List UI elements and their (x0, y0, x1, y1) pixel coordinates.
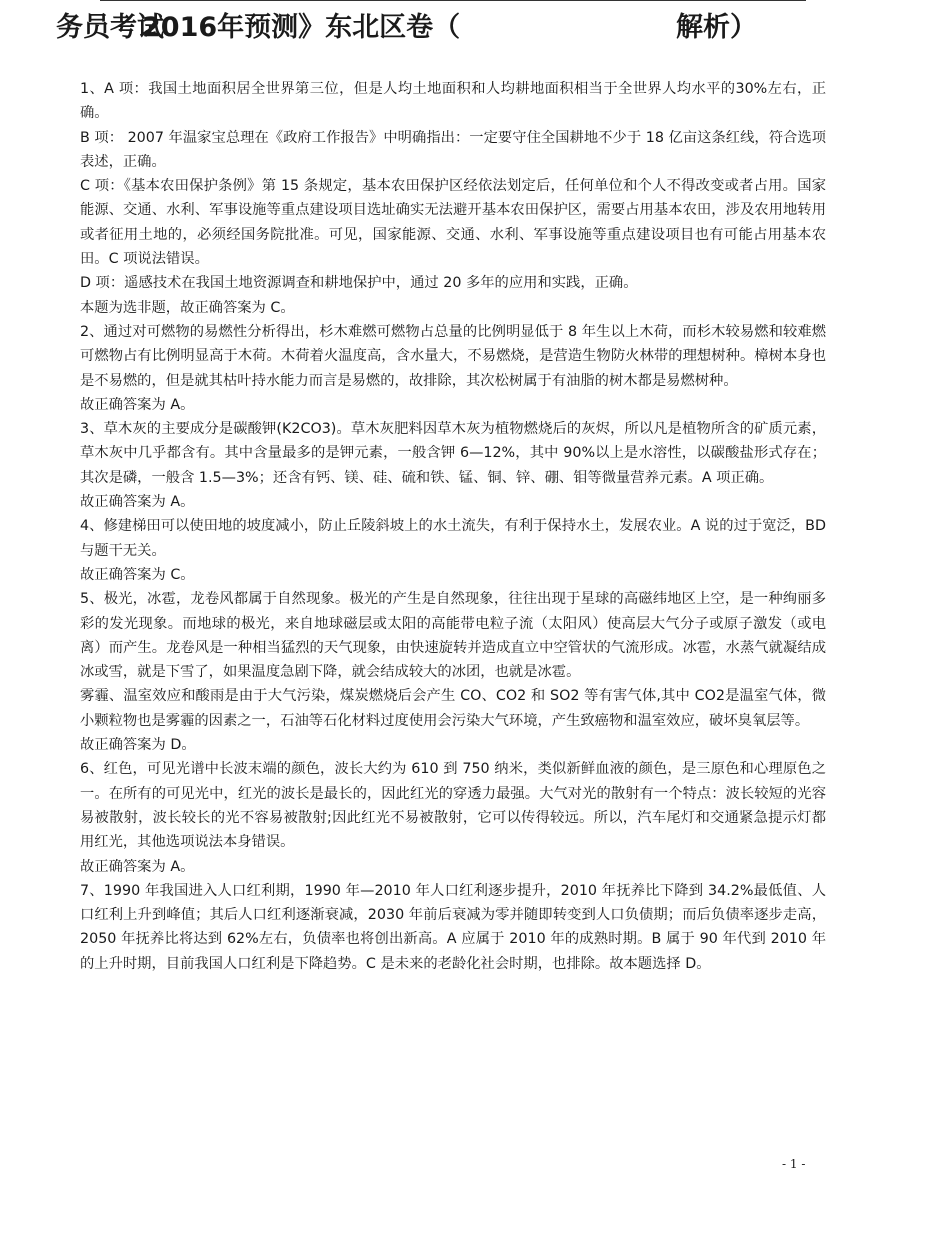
paragraph: 故正确答案为 D。 (80, 737, 196, 754)
paragraph: 2、通过对可燃物的易燃性分析得出，杉木难燃可燃物占总量的比例明显低于 8 年生以上木荷，而杉木较易燃和较难燃可燃物占有比例明显高于木荷。木荷着火温度高，含水量大，不易燃烧，是营造生物防火林带的理想树种。樟树本身也是不易燃的，但是就其枯叶持水能力而言是易燃的，故排除，其次松树属于有油脂的树木都是易燃树种。 (80, 323, 826, 389)
paragraph: 3、草木灰的主要成分是碳酸钾(K2CO3)。草木灰肥料因草木灰为植物燃烧后的灰烬，所以凡是植物所含的矿质元素，草木灰中几乎都含有。其中含量最多的是钾元素，一般含钾 6—12%，其中 90%以上是水溶性，以碳酸盐形式存在；其次是磷，一般含 1.5—3%；还含有钙、镁、硅、硫和铁、锰、铜、锌、硼、钼等微量营养元素。A 项正确。 (80, 421, 826, 486)
paragraph: D 项：遥感技术在我国土地资源调查和耕地保护中，通过 20 多年的应用和实践，正确。 (80, 275, 638, 292)
paragraph: 5、极光，冰雹，龙卷风都属于自然现象。极光的产生是自然现象，往往出现于星球的高磁纬地区上空，是一种绚丽多彩的发光现象。而地球的极光，来自地球磁层或太阳的高能带电粒子流（太阳风）使高层大气分子或原子激发（或电离）而产生。龙卷风是一种相当猛烈的天气现象，由快速旋转并造成直立中空管状的气流形成。冰雹，水蒸气就凝结成冰或雪，就是下雪了，如果温度急剧下降，就会结成较大的冰团，也就是冰雹。 (80, 591, 826, 681)
header-title-left: 务员考试 (56, 12, 164, 43)
paragraph: B 项： 2007 年温家宝总理在《政府工作报告》中明确指出：一定要守住全国耕地不少于 18 亿亩这条红线，符合选项表述，正确。 (80, 129, 826, 170)
paragraph: 6、红色，可见光谱中长波末端的颜色，波长大约为 610 到 750 纳米，类似新鲜血液的颜色，是三原色和心理原色之一。在所有的可见光中，红光的波长是最长的，因此红光的穿透力最强。大气对光的散射有一个特点：波长较短的光容易被散射，波长较长的光不容易被散射;因此红光不易被散射，它可以传得较远。所以，汽车尾灯和交通紧急提示灯都用红光，其他选项说法本身错误。 (80, 761, 826, 851)
header-rule (100, 0, 806, 1)
paragraph: 1、A 项：我国土地面积居全世界第三位，但是人均土地面积和人均耕地面积相当于全世界人均水平的30%左右，正确。 (80, 81, 826, 122)
paragraph: 雾霾、温室效应和酸雨是由于大气污染，煤炭燃烧后会产生 CO、CO2 和 SO2 等有害气体,其中 CO2是温室气体，微小颗粒物也是雾霾的因素之一，石油等石化材料过度使用会污染大气环境，产生致癌物和温室效应，破坏臭氧层等。 (80, 688, 826, 729)
paragraph: 故正确答案为 C。 (80, 566, 195, 583)
answer-explanations (80, 77, 826, 976)
paragraph: 4、修建梯田可以使田地的坡度减小，防止丘陵斜坡上的水土流失，有利于保持水土，发展农业。A 说的过于宽泛，BD 与题干无关。 (80, 518, 826, 559)
paragraph: 7、1990 年我国进入人口红利期，1990 年—2010 年人口红利逐步提升，2010 年抚养比下降到 34.2%最低值、人口红利上升到峰值；其后人口红利逐渐衰减，2030 年前后衰减为零并随即转变到人口负债期；而后负债率逐步走高，2050 年抚养比将达到 62%左右，负债率也将创出新高。A 应属于 2010 年的成熟时期。B 属于 90 年代到 2010 年的上升时期，目前我国人口红利是下降趋势。C 是未来的老龄化社会时期，也排除。故本题选择 D。 (80, 882, 826, 972)
paragraph: C 项：《基本农田保护条例》第 15 条规定，基本农田保护区经依法划定后，任何单位和个人不得改变或者占用。国家能源、交通、水利、军事设施等重点建设项目选址确实无法避开基本农田保护区，需要占用基本农田，涉及农用地转用或者征用土地的，必须经国务院批准。可见，国家能源、交通、水利、军事设施等重点建设项目也有可能占用基本农田。C 项说法错误。 (80, 178, 826, 268)
paragraph: 本题为选非题，故正确答案为 C。 (80, 299, 295, 316)
paragraph: 故正确答案为 A。 (80, 858, 195, 875)
page-number: - 1 - (782, 1157, 806, 1171)
header-title-overlap: 2016年预测》东北区卷（ (142, 12, 461, 43)
paragraph: 故正确答案为 A。 (80, 396, 195, 413)
header-title-right: 解析） (676, 12, 757, 43)
page-header (56, 8, 896, 48)
paragraph: 故正确答案为 A。 (80, 494, 195, 511)
